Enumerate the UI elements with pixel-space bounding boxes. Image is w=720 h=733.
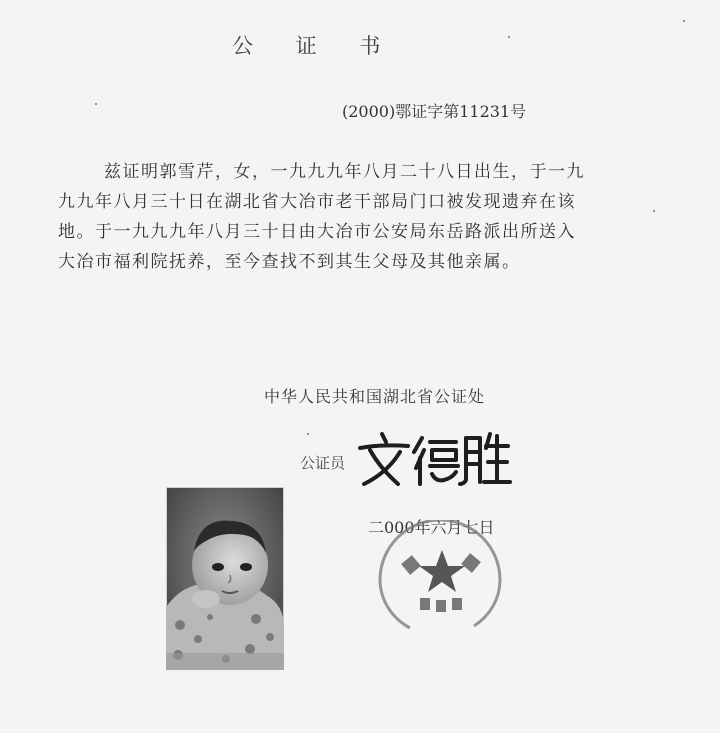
scan-speck: [95, 103, 97, 105]
scan-speck: [307, 433, 309, 435]
notary-signature: [352, 428, 512, 490]
certificate-body: 兹证明郭雪芹，女，一九九九年八月二十八日出生，于一九九九年八月三十日在湖北省大冶市老干部局门口被发现遗弃在该地。于一九九九年八月三十日由大冶市公安局东岳路派出所送入大冶市福利院抚养，至今查找不到其生父母及其他亲属。: [58, 162, 585, 272]
scan-speck: [508, 36, 510, 38]
notary-seal: [370, 520, 510, 632]
issuing-office: 中华人民共和国湖北省公证处: [264, 387, 486, 406]
scan-speck: [653, 210, 655, 212]
scan-speck: [683, 20, 685, 22]
child-photo: [166, 487, 284, 670]
certificate-title: 公 证 书: [232, 34, 399, 58]
notary-label: 公证员: [300, 454, 346, 472]
document-number: (2000)鄂证字第11231号: [342, 102, 527, 121]
issue-date: 二000年六月七日: [368, 518, 495, 537]
